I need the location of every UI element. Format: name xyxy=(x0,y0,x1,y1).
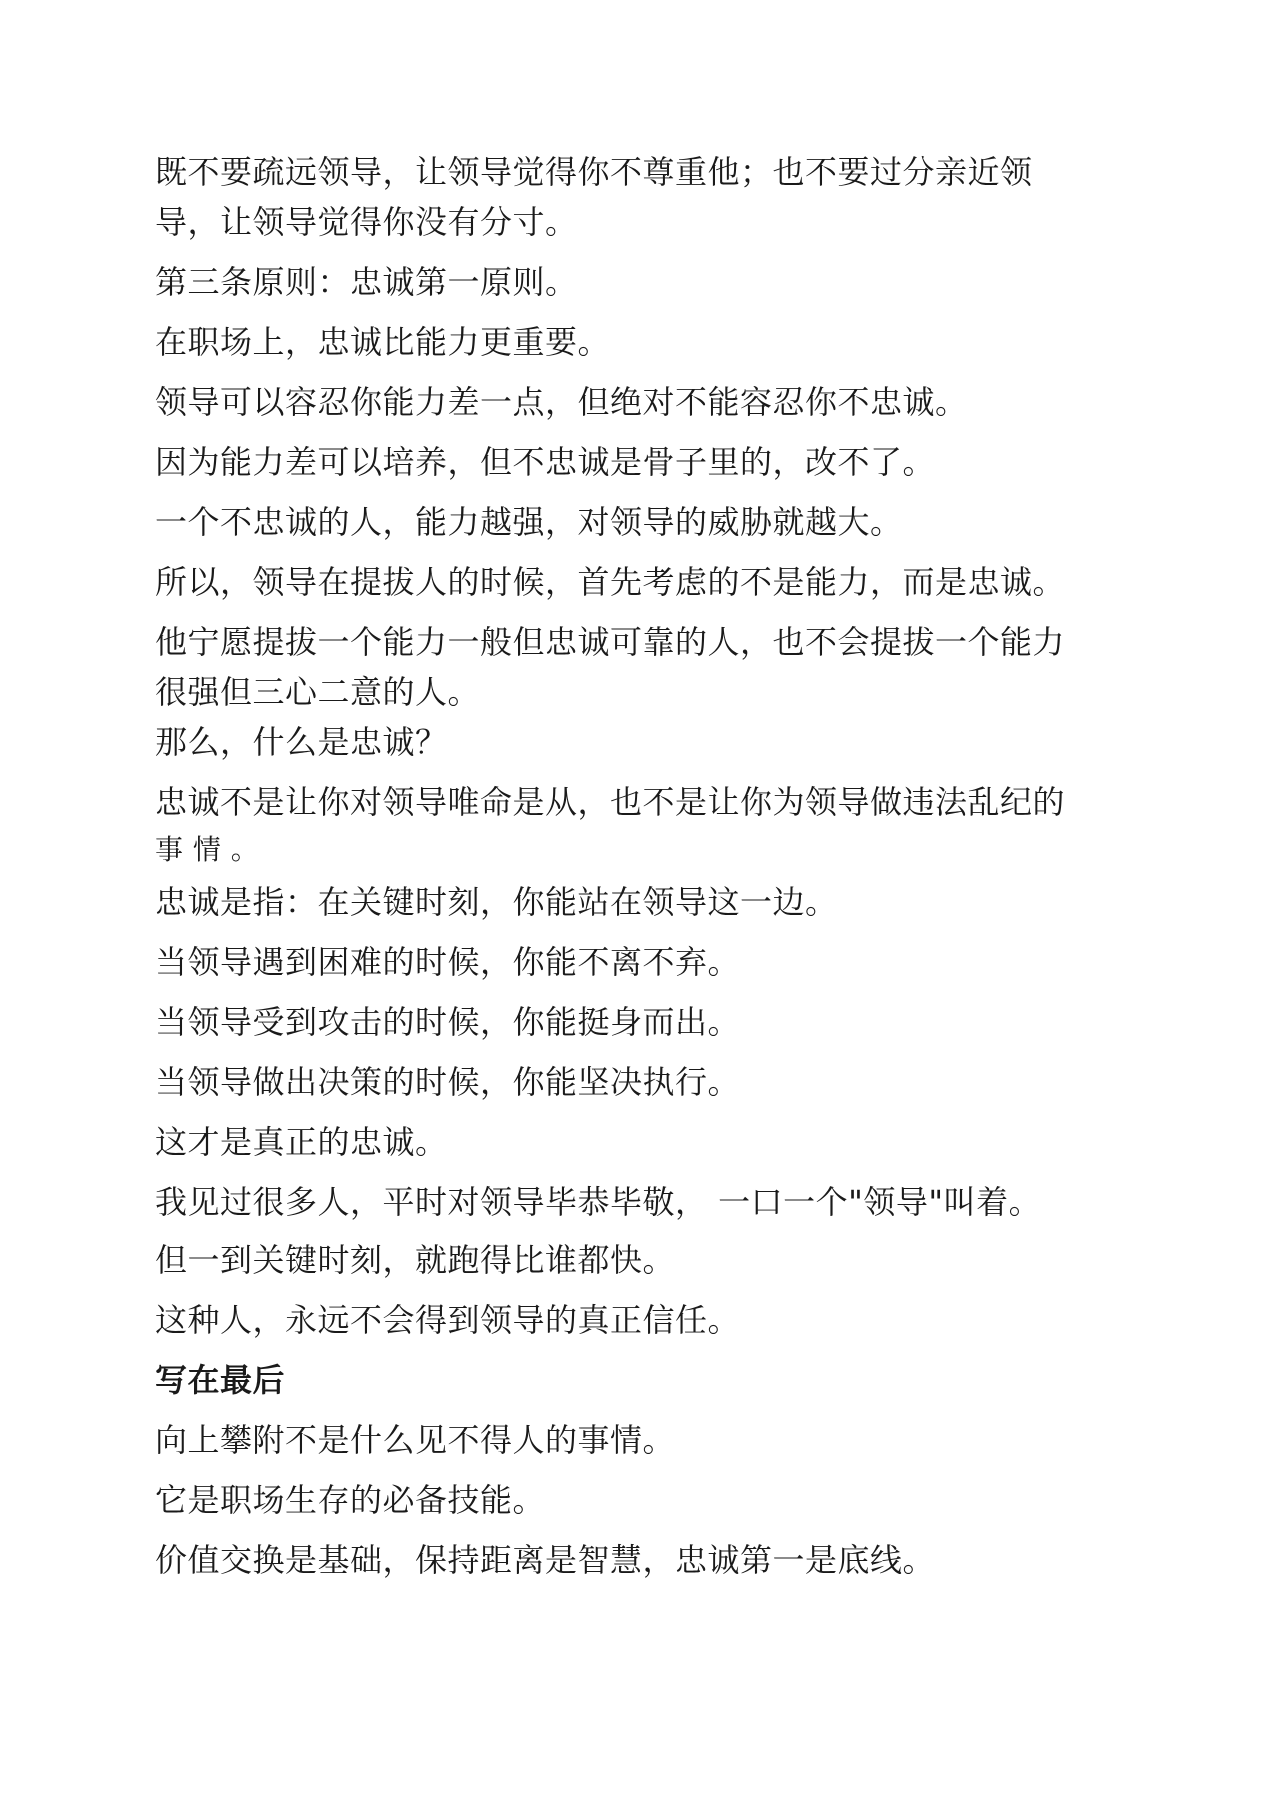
text-line: 忠诚不是让你对领导唯命是从，也不是让你为领导做违法乱纪的 xyxy=(155,783,1066,821)
section-question: 那么，什么是忠诚？ xyxy=(155,723,448,761)
text-line: 当领导遇到困难的时候，你能不离不弃。 xyxy=(155,943,741,981)
text-line: 既不要疏远领导，让领导觉得你不尊重他；也不要过分亲近领 xyxy=(155,153,1033,191)
text-line: 当领导做出决策的时候，你能坚决执行。 xyxy=(155,1063,741,1101)
text-line: 事 情 。 xyxy=(155,833,260,866)
text-line: 在职场上，忠诚比能力更重要。 xyxy=(155,323,611,361)
text-line: 他宁愿提拔一个能力一般但忠诚可靠的人，也不会提拔一个能力 xyxy=(155,623,1066,661)
text-line: 第三条原则：忠诚第一原则。 xyxy=(155,263,578,301)
text-line: 忠诚是指：在关键时刻，你能站在领导这一边。 xyxy=(155,883,838,921)
text-line: 领导可以容忍你能力差一点，但绝对不能容忍你不忠诚。 xyxy=(155,383,968,421)
text-line: 但一到关键时刻，就跑得比谁都快。 xyxy=(155,1241,676,1279)
text-line: 当领导受到攻击的时候，你能挺身而出。 xyxy=(155,1003,741,1041)
text-line: 一个不忠诚的人，能力越强，对领导的威胁就越大。 xyxy=(155,503,903,541)
text-line: 很强但三心二意的人。 xyxy=(155,673,481,711)
text-line: 因为能力差可以培养，但不忠诚是骨子里的，改不了。 xyxy=(155,443,936,481)
text-line: 这才是真正的忠诚。 xyxy=(155,1123,448,1161)
text-line: 所以，领导在提拔人的时候，首先考虑的不是能力，而是忠诚。 xyxy=(155,563,1066,601)
text-line: 它是职场生存的必备技能。 xyxy=(155,1481,546,1519)
section-heading: 写在最后 xyxy=(155,1361,286,1399)
text-line: 我见过很多人，平时对领导毕恭毕敬， 一口一个"领导"叫着。 xyxy=(155,1183,1042,1221)
text-line: 导，让领导觉得你没有分寸。 xyxy=(155,203,578,241)
text-line: 这种人，永远不会得到领导的真正信任。 xyxy=(155,1301,741,1339)
text-line: 价值交换是基础，保持距离是智慧，忠诚第一是底线。 xyxy=(155,1541,936,1579)
text-line: 向上攀附不是什么见不得人的事情。 xyxy=(155,1421,676,1459)
